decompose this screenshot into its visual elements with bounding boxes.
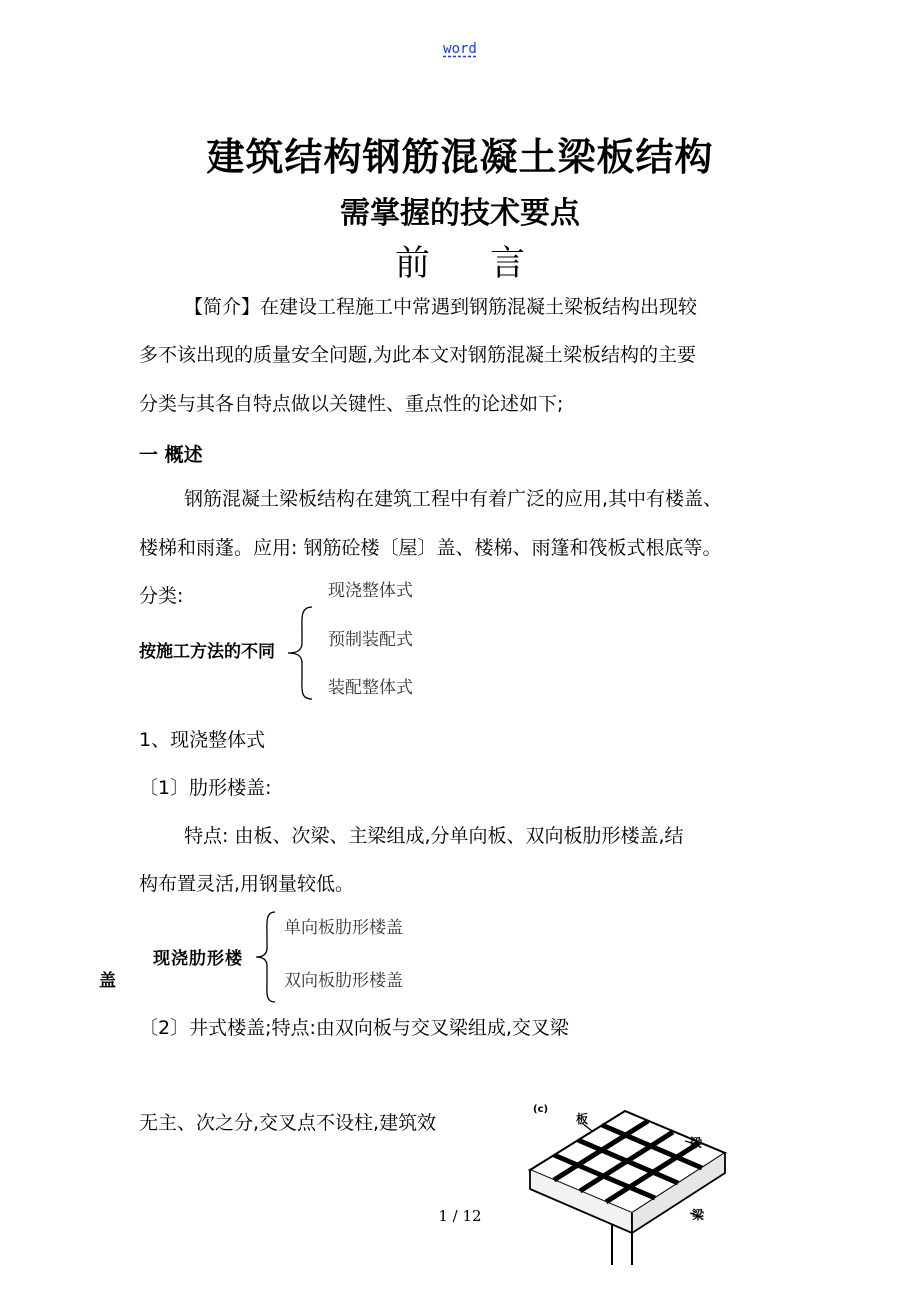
brace2-label-tail: 盖 (99, 971, 116, 991)
brace1-label: 按施工方法的不同 (139, 642, 275, 662)
item1-line-1: 特点: 由板、次梁、主梁组成,分单向板、双向板肋形楼盖,结 (184, 825, 684, 847)
document-subtitle: 需掌握的技术要点 (340, 196, 580, 231)
page-number: 1 / 12 (438, 1207, 482, 1225)
item2-line-1: 〔2〕井式楼盖;特点:由双向板与交叉梁组成,交叉梁 (139, 1017, 569, 1039)
figure-label-slab: 板 (576, 1112, 589, 1126)
overview-line-1: 钢筋混凝土梁板结构在建筑工程中有着广泛的应用,其中有楼盖、 (184, 488, 723, 510)
intro-line-3: 分类与其各自特点做以关键性、重点性的论述如下; (139, 393, 564, 415)
brace1-item-assembled-monolithic: 装配整体式 (328, 678, 413, 698)
brace1-item-precast: 预制装配式 (328, 630, 413, 650)
brace1-item-cast-in-place: 现浇整体式 (328, 581, 413, 601)
item1-title: 〔1〕肋形楼盖: (139, 777, 272, 799)
header-word-link[interactable]: word (443, 41, 477, 57)
waffle-slab-figure (520, 1105, 730, 1265)
item2-line-2: 无主、次之分,交叉点不设柱,建筑效 (139, 1112, 437, 1134)
brace2-item-two-way: 双向板肋形楼盖 (284, 971, 403, 991)
brace2-label: 现浇肋形楼 (153, 949, 243, 969)
figure-label-beam-1: 梁 (690, 1136, 703, 1150)
classify-label: 分类: (139, 585, 184, 607)
brace2-item-one-way: 单向板肋形楼盖 (284, 918, 403, 938)
figure-label-beam-2: 梁 (692, 1208, 705, 1222)
intro-line-1: 【简介】在建设工程施工中常遇到钢筋混凝土梁板结构出现较 (184, 296, 698, 318)
preface-heading: 前言 (394, 244, 585, 284)
subsection-heading-cast-in-place: 1、现浇整体式 (139, 729, 266, 751)
overview-line-2: 楼梯和雨蓬。应用: 钢筋砼楼〔屋〕盖、楼梯、雨篷和筏板式根底等。 (139, 537, 722, 559)
brace2-bracket (255, 910, 279, 1004)
section-heading-overview: 一 概述 (139, 444, 203, 466)
document-title: 建筑结构钢筋混凝土梁板结构 (206, 135, 714, 179)
brace1-bracket (286, 605, 316, 701)
figure-tag: (c) (533, 1104, 549, 1115)
item1-line-2: 构布置灵活,用钢量较低。 (139, 873, 355, 895)
intro-line-2: 多不该出现的质量安全问题,为此本文对钢筋混凝土梁板结构的主要 (139, 344, 697, 366)
